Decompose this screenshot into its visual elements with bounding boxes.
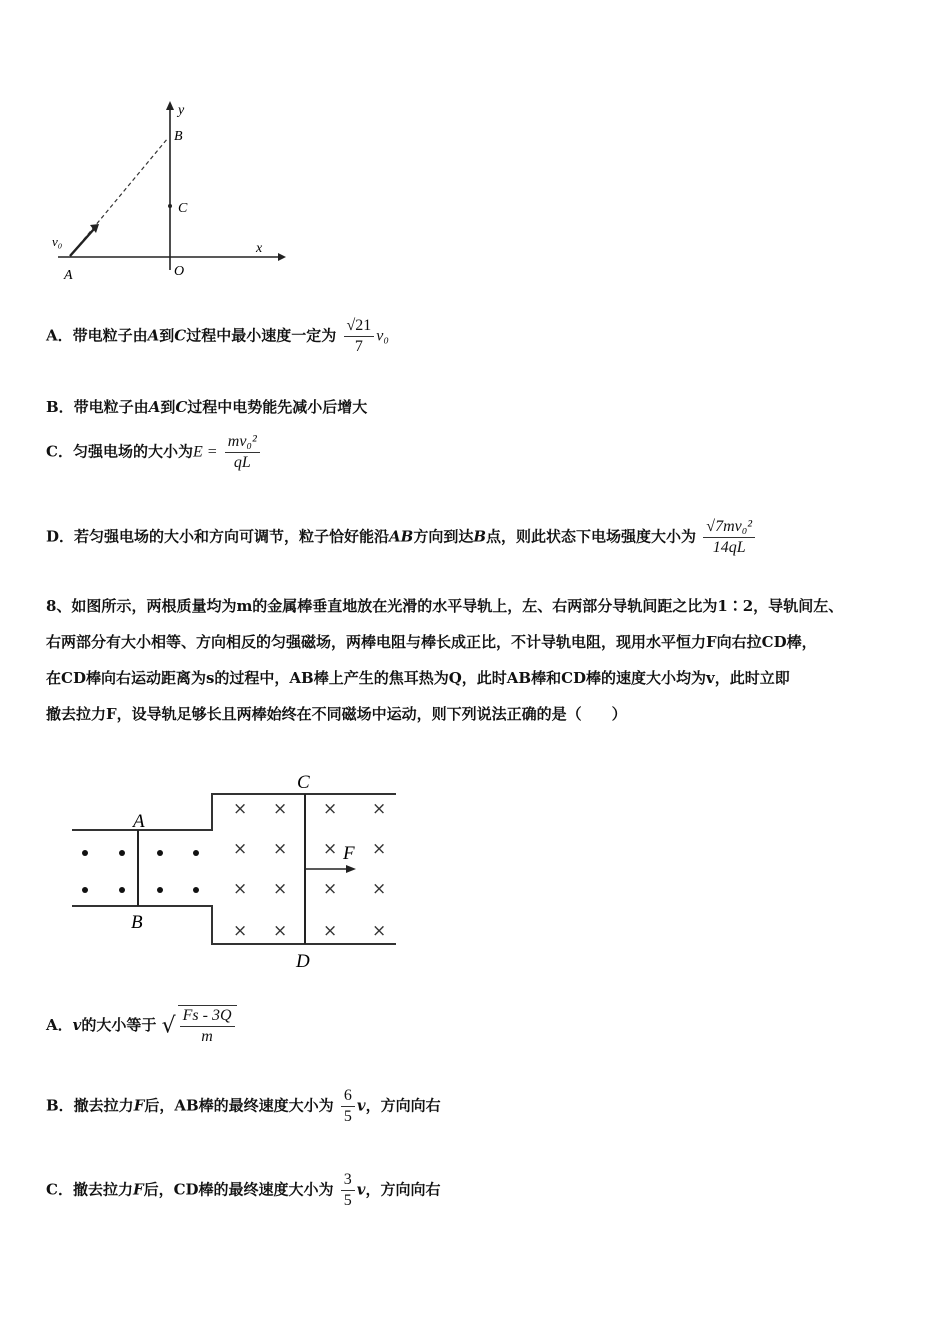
q8-option-a-fraction (178, 1005, 237, 1047)
q8-option-a[interactable] (46, 1005, 239, 1047)
q8-stem-line: 撤去拉力F，设导轨足够长且两棒始终在不同磁场中运动，则下列说法正确的是（ ） (46, 705, 627, 723)
q7-option-c-prefix: C．匀强电场的大小为 (46, 442, 193, 461)
svg-text:×: × (233, 799, 248, 819)
svg-text:×: × (273, 839, 288, 859)
q8-option-b-v: v (356, 1096, 366, 1115)
q7-option-d-suffix: 点，则此状态下电场强度大小为 (486, 527, 697, 546)
q7-option-b-suffix: 过程中电势能先减小后增大 (187, 398, 368, 416)
q8-stem-line: 右两部分有大小相等、方向相反的匀强磁场，两棒电阻与棒长成正比，不计导轨电阻，现用水平恒力F向右拉CD棒， (46, 633, 817, 651)
label-b: B (131, 912, 143, 933)
svg-text:×: × (233, 921, 248, 941)
fraction-numerator: Fs - 3Q (180, 1006, 235, 1027)
q7-option-c-lhs: E = (192, 443, 218, 461)
q7-option-c[interactable] (46, 432, 262, 473)
q8-option-b[interactable] (46, 1086, 441, 1127)
q8-option-b-prefix: B．撤去拉力 (46, 1096, 134, 1115)
fraction-numerator: √21 (344, 316, 375, 337)
field-crosses (233, 799, 386, 941)
q7-option-b-prefix: B．带电粒子由 (46, 398, 149, 416)
figure-coordinate-diagram (50, 98, 290, 288)
q8-stem (46, 588, 916, 732)
q8-option-b-f: F (133, 1096, 145, 1115)
q7-option-a-point2: C (174, 326, 187, 345)
q8-option-a-prefix: A． (46, 1016, 73, 1034)
q7-option-c-fraction (225, 432, 260, 473)
q7-option-a-mid: 到 (159, 326, 175, 345)
fraction-denominator: qL (233, 454, 251, 471)
label-v0: v₀ (52, 234, 63, 249)
q8-option-b-suffix: ，方向向右 (365, 1096, 441, 1115)
q7-option-d-mid: 方向到达 (413, 527, 474, 546)
label-c: C (297, 772, 310, 793)
label-a: A (133, 811, 145, 832)
svg-text:×: × (372, 921, 387, 941)
fraction-denominator: 7 (354, 338, 363, 355)
fraction-denominator: 5 (343, 1108, 352, 1125)
q8-stem-line: 8、如图所示，两根质量均为m的金属棒垂直地放在光滑的水平导轨上，左、右两部分导轨间距之比为1∶2，导轨间左、 (46, 597, 844, 615)
q7-option-d[interactable] (46, 517, 757, 558)
svg-text:×: × (273, 879, 288, 899)
y-axis-arrow (166, 101, 174, 110)
point-c-dot (168, 204, 172, 208)
label-f: F (343, 843, 355, 864)
label-d: D (296, 951, 310, 972)
field-dots (82, 850, 199, 893)
fraction-numerator: mv₀² (225, 432, 260, 453)
q8-option-c-f: F (132, 1180, 144, 1199)
svg-text:×: × (372, 879, 387, 899)
label-b: B (174, 129, 183, 144)
q8-option-b-mid: 后，AB棒的最终速度大小为 (144, 1096, 334, 1115)
q8-option-c-fraction (341, 1170, 355, 1211)
label-o: O (174, 264, 185, 279)
fraction-denominator: m (201, 1028, 213, 1045)
svg-text:×: × (323, 879, 338, 899)
velocity-arrow (70, 229, 94, 256)
svg-text:×: × (233, 879, 248, 899)
fraction-denominator: 5 (343, 1192, 352, 1209)
q7-option-b[interactable] (46, 396, 367, 417)
q8-option-c-prefix: C．撤去拉力 (46, 1180, 133, 1199)
label-a: A (64, 268, 73, 283)
q7-option-d-fraction (703, 517, 755, 558)
q8-option-c-mid: 后，CD棒的最终速度大小为 (143, 1180, 334, 1199)
svg-text:×: × (372, 839, 387, 859)
q7-option-a-prefix: A．带电粒子由 (46, 326, 148, 345)
svg-text:×: × (323, 921, 338, 941)
fraction-denominator: 14qL (712, 539, 746, 556)
q7-option-a-point1: A (147, 326, 160, 345)
q7-option-b-mid: 到 (160, 398, 176, 416)
svg-text:×: × (233, 839, 248, 859)
q7-option-a-fraction (344, 316, 375, 357)
q8-option-a-v: v (72, 1016, 82, 1034)
force-arrowhead (346, 865, 356, 873)
q8-option-c[interactable] (46, 1170, 441, 1211)
q8-option-a-suffix: 的大小等于 (81, 1016, 157, 1034)
q7-option-a[interactable] (46, 316, 389, 357)
figure-rails-diagram (60, 762, 410, 977)
svg-text:×: × (273, 799, 288, 819)
q7-option-b-point2: C (175, 398, 188, 416)
q8-option-b-fraction (341, 1086, 355, 1127)
q7-option-a-tail: v₀ (376, 327, 389, 345)
q8-option-c-suffix: ，方向向右 (365, 1180, 441, 1199)
label-x: x (256, 241, 263, 256)
x-axis-arrow (278, 253, 286, 261)
fraction-numerator: √7mv₀² (703, 517, 755, 538)
label-c: C (178, 201, 188, 216)
svg-text:×: × (323, 839, 338, 859)
fraction-numerator: 6 (341, 1086, 355, 1107)
label-y: y (178, 103, 185, 118)
q7-option-d-ab: AB (389, 527, 414, 546)
svg-text:×: × (372, 799, 387, 819)
q8-stem-line: 在CD棒向右运动距离为s的过程中，AB棒上产生的焦耳热为Q，此时AB棒和CD棒的速度大小均为v，此时立即 (46, 669, 790, 687)
q8-option-c-v: v (356, 1180, 366, 1199)
svg-text:×: × (323, 799, 338, 819)
fraction-numerator: 3 (341, 1170, 355, 1191)
q7-option-a-suffix: 过程中最小速度一定为 (186, 326, 337, 345)
q7-option-d-b: B (473, 527, 487, 546)
sqrt-sign: √ (161, 1013, 176, 1039)
q7-option-d-prefix: D．若匀强电场的大小和方向可调节，粒子恰好能沿 (46, 527, 390, 546)
q7-option-b-point1: A (148, 398, 161, 416)
svg-text:×: × (273, 921, 288, 941)
